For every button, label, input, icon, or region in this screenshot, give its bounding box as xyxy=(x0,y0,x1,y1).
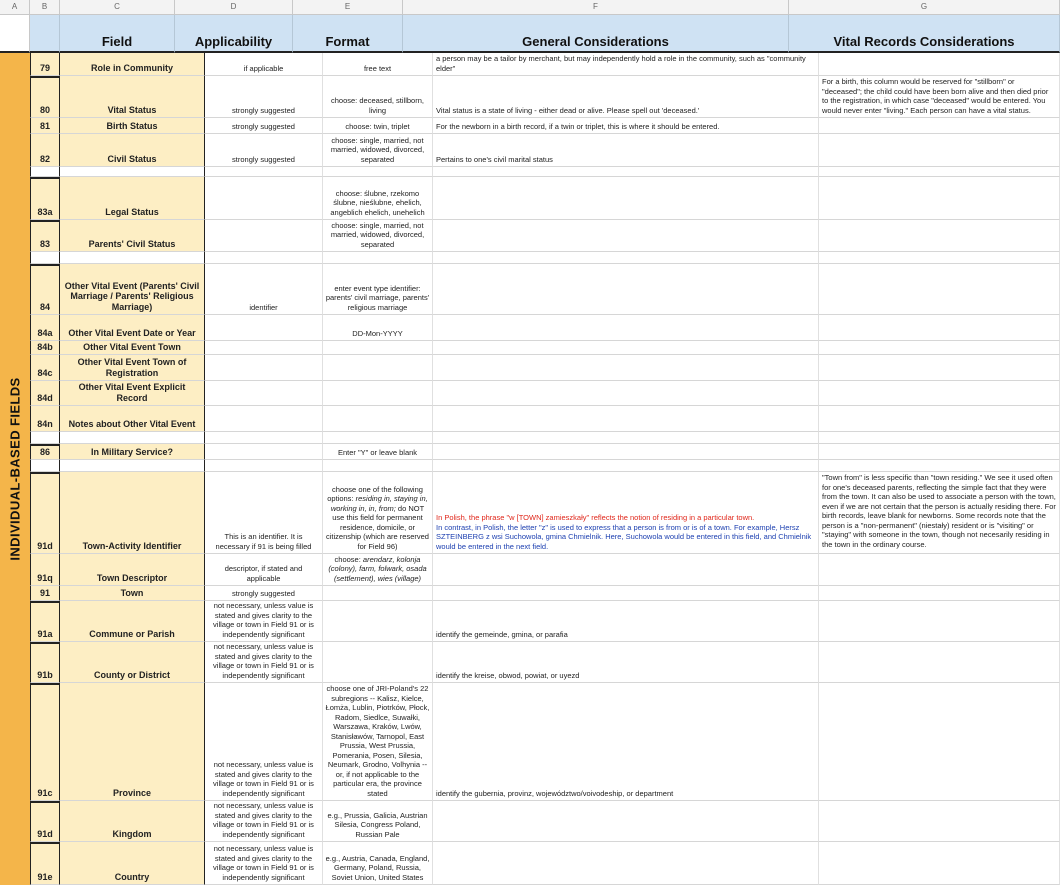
vital-cell[interactable]: "Town from" is less specific than "town residing." We see it used often for one's deceased parents, reflecting the simple fact that they were from the town. It can also be used to associate a person with the town, even if we are not certain that the person is actually residing there. For birth records, leave blank for newborns. Some records note that the person is a "non-permanent" (niestały) resident or is "visiting" or "staying" with someone in the town, though not necesarily residing in the town in the ordinary course. xyxy=(819,472,1060,554)
row-number[interactable] xyxy=(30,460,60,472)
header-blank-b[interactable] xyxy=(30,15,60,53)
general-cell[interactable] xyxy=(433,177,819,220)
vital-cell[interactable] xyxy=(819,252,1060,264)
column-header-g[interactable]: G xyxy=(789,0,1060,14)
vital-cell[interactable] xyxy=(819,642,1060,683)
section-side-label[interactable] xyxy=(0,53,31,885)
column-header-c[interactable]: C xyxy=(60,0,175,14)
field-name[interactable]: Town Descriptor xyxy=(60,554,205,586)
general-cell[interactable] xyxy=(433,220,819,252)
general-cell[interactable] xyxy=(433,801,819,842)
field-name[interactable]: Notes about Other Vital Event xyxy=(60,406,205,432)
general-cell[interactable] xyxy=(433,683,819,801)
field-name[interactable] xyxy=(60,432,205,444)
row-number[interactable] xyxy=(30,252,60,264)
table-row xyxy=(30,642,1060,683)
field-name[interactable]: Other Vital Event Explicit Record xyxy=(60,381,205,406)
general-cell[interactable] xyxy=(433,167,819,177)
spacer-row xyxy=(30,252,1060,264)
vital-cell[interactable] xyxy=(819,842,1060,885)
field-name[interactable]: Kingdom xyxy=(60,801,205,842)
vital-cell[interactable] xyxy=(819,220,1060,252)
spacer-row xyxy=(30,167,1060,177)
general-text: Pertains to one's civil marital status xyxy=(436,154,553,164)
vital-cell[interactable] xyxy=(819,406,1060,432)
general-text xyxy=(436,513,815,551)
applicability-cell[interactable]: strongly suggested xyxy=(205,586,323,601)
applicability-cell[interactable]: not necessary, unless value is stated and gives clarity to the village or town in Field 91 or is independently significant xyxy=(205,601,323,642)
field-name[interactable]: Role in Community xyxy=(60,53,205,76)
general-cell[interactable] xyxy=(433,601,819,642)
format-text xyxy=(325,485,430,552)
format-cell[interactable] xyxy=(323,432,433,444)
header-general-considerations[interactable]: General Considerations xyxy=(403,15,789,53)
field-name[interactable] xyxy=(60,167,205,177)
general-cell[interactable] xyxy=(433,642,819,683)
applicability-cell[interactable]: identifier xyxy=(205,264,323,315)
applicability-cell[interactable] xyxy=(205,444,323,460)
vital-cell[interactable] xyxy=(819,432,1060,444)
vital-cell[interactable] xyxy=(819,683,1060,801)
field-name[interactable]: Province xyxy=(60,683,205,801)
general-cell[interactable] xyxy=(433,472,819,554)
general-cell[interactable] xyxy=(433,432,819,444)
table-row xyxy=(30,554,1060,586)
format-cell[interactable]: choose: ślubne, rzekomo ślubne, nieślubne, ehelich, angeblich ehelich, unehelich xyxy=(323,177,433,220)
format-cell[interactable]: choose: single, married, not married, widowed, divorced, separated xyxy=(323,134,433,167)
applicability-cell[interactable] xyxy=(205,341,323,355)
row-number[interactable]: 83a xyxy=(30,177,60,220)
vital-cell[interactable] xyxy=(819,586,1060,601)
vital-cell[interactable] xyxy=(819,341,1060,355)
general-cell[interactable] xyxy=(433,554,819,586)
format-cell[interactable] xyxy=(323,355,433,381)
vital-cell[interactable] xyxy=(819,177,1060,220)
format-note: do NOT use this field for permanent residence, domicile, or citizenship (which are reserved for Field 96) xyxy=(326,503,429,551)
field-name[interactable]: Commune or Parish xyxy=(60,601,205,642)
general-text: identify the gubernia, provinz, województwo/voivodeship, or department xyxy=(436,788,674,798)
format-cell[interactable]: e.g., Prussia, Galicia, Austrian Silesia, Congress Poland, Russian Pale xyxy=(323,801,433,842)
table-header-row xyxy=(0,15,1060,53)
vital-cell[interactable] xyxy=(819,167,1060,177)
table-row xyxy=(30,683,1060,801)
format-cell[interactable] xyxy=(323,167,433,177)
spacer-row xyxy=(30,460,1060,472)
general-cell[interactable] xyxy=(433,134,819,167)
table-row xyxy=(30,801,1060,842)
table-row xyxy=(30,472,1060,554)
vital-cell[interactable] xyxy=(819,554,1060,586)
table-row xyxy=(30,134,1060,167)
side-label-text: INDIVIDUAL-BASED FIELDS xyxy=(7,377,23,561)
field-name[interactable]: County or District xyxy=(60,642,205,683)
row-number[interactable]: 84 xyxy=(30,264,60,315)
field-name[interactable]: Other Vital Event Town xyxy=(60,341,205,355)
field-name[interactable]: Town-Activity Identifier xyxy=(60,472,205,554)
field-name[interactable]: Parents' Civil Status xyxy=(60,220,205,252)
field-name[interactable]: Civil Status xyxy=(60,134,205,167)
row-number[interactable]: 79 xyxy=(30,53,60,76)
applicability-cell[interactable] xyxy=(205,406,323,432)
format-cell[interactable] xyxy=(323,472,433,554)
format-cell[interactable]: choose: twin, triplet xyxy=(323,118,433,134)
format-lead: choose one of the following options: xyxy=(327,484,423,503)
format-cell[interactable] xyxy=(323,601,433,642)
applicability-cell[interactable] xyxy=(205,381,323,406)
applicability-cell[interactable] xyxy=(205,355,323,381)
table-row xyxy=(30,264,1060,315)
format-cell[interactable]: choose one of JRI-Poland's 22 subregions -- Kalisz, Kielce, Łomża, Lublin, Piotrków, Płock, Radom, Siedlce, Suwałki, Warszawa, Kraków, Lwów, Stanisławów, Tarnopol, East Prussia, West Prussia, Pomerania, Posen, Silesia, Neumark, Grodno, Volhynia -- or, if not applicable to the particular era, the province stated xyxy=(323,683,433,801)
row-number[interactable]: 91e xyxy=(30,842,60,885)
vital-cell[interactable]: For a birth, this column would be reserved for "stillborn" or "deceased"; the child could have been born alive and then died prior to the registration, in which case "deceased" would be entered. You would never enter "living." Each person can have a vital status. xyxy=(819,76,1060,118)
applicability-cell[interactable]: descriptor, if stated and applicable xyxy=(205,554,323,586)
vital-cell[interactable] xyxy=(819,801,1060,842)
row-number[interactable]: 84d xyxy=(30,381,60,406)
row-number[interactable]: 91a xyxy=(30,601,60,642)
general-cell[interactable] xyxy=(433,252,819,264)
row-number[interactable]: 84b xyxy=(30,341,60,355)
format-cell[interactable] xyxy=(323,554,433,586)
table-row xyxy=(30,315,1060,341)
field-name[interactable]: Other Vital Event Town of Registration xyxy=(60,355,205,381)
row-number[interactable]: 91d xyxy=(30,801,60,842)
table-row xyxy=(30,76,1060,118)
row-number[interactable]: 91c xyxy=(30,683,60,801)
vital-cell[interactable] xyxy=(819,118,1060,134)
field-name[interactable]: Birth Status xyxy=(60,118,205,134)
vital-cell[interactable] xyxy=(819,134,1060,167)
format-cell[interactable] xyxy=(323,642,433,683)
row-number[interactable]: 82 xyxy=(30,134,60,167)
general-cell[interactable] xyxy=(433,76,819,118)
vital-cell[interactable] xyxy=(819,381,1060,406)
general-cell[interactable] xyxy=(433,118,819,134)
row-number[interactable]: 84c xyxy=(30,355,60,381)
general-text: Vital status is a state of living - either dead or alive. Please spell out 'deceased.' xyxy=(436,105,700,115)
format-cell[interactable] xyxy=(323,406,433,432)
applicability-cell[interactable] xyxy=(205,167,323,177)
table-row xyxy=(30,586,1060,601)
vital-cell[interactable] xyxy=(819,264,1060,315)
format-cell[interactable]: choose: single, married, not married, widowed, divorced, separated xyxy=(323,220,433,252)
row-number[interactable]: 80 xyxy=(30,76,60,118)
general-cell[interactable] xyxy=(433,264,819,315)
field-name[interactable]: Legal Status xyxy=(60,177,205,220)
row-number[interactable]: 91b xyxy=(30,642,60,683)
table-row xyxy=(30,381,1060,406)
vital-cell[interactable] xyxy=(819,460,1060,472)
row-number[interactable]: 86 xyxy=(30,444,60,460)
table-row xyxy=(30,118,1060,134)
applicability-cell[interactable] xyxy=(205,460,323,472)
general-cell[interactable] xyxy=(433,53,819,76)
table-row xyxy=(30,341,1060,355)
vital-cell[interactable] xyxy=(819,355,1060,381)
format-options: arendarz, kolonja (colony), farm, folwark, osada (settlement), wies (village) xyxy=(328,554,427,583)
column-header-a[interactable]: A xyxy=(0,0,30,14)
applicability-cell[interactable] xyxy=(205,252,323,264)
general-contrast-note: In contrast, in Polish, the letter "z" is used to express that a person is from or is of a town. For example, Hersz SZTEINBERG z wsi Suchowola, gmina Chmielnik. Here, Suchowola would be entered in this field, and Chmielnik would be entered in the next field. xyxy=(436,522,812,551)
column-header-f[interactable]: F xyxy=(403,0,789,14)
header-format[interactable]: Format xyxy=(293,15,403,53)
applicability-cell[interactable] xyxy=(205,177,323,220)
general-cell[interactable] xyxy=(433,406,819,432)
column-header-d[interactable]: D xyxy=(175,0,293,14)
format-options: residing in, staying in, working in, in, from; xyxy=(330,494,428,513)
row-number[interactable] xyxy=(30,167,60,177)
vital-cell[interactable] xyxy=(819,53,1060,76)
format-cell[interactable]: e.g., Austria, Canada, England, Germany, Poland, Russia, Soviet Union, United States xyxy=(323,842,433,885)
row-number[interactable]: 84a xyxy=(30,315,60,341)
field-name[interactable]: Other Vital Event Date or Year xyxy=(60,315,205,341)
format-cell[interactable]: DD-Mon-YYYY xyxy=(323,315,433,341)
field-name[interactable] xyxy=(60,460,205,472)
format-cell[interactable] xyxy=(323,586,433,601)
general-cell[interactable] xyxy=(433,355,819,381)
general-cell[interactable] xyxy=(433,341,819,355)
general-text: For the newborn in a birth record, if a twin or triplet, this is where it should be entered. xyxy=(436,121,720,131)
general-cell[interactable] xyxy=(433,444,819,460)
column-header-b[interactable]: B xyxy=(30,0,60,14)
row-number[interactable]: 91q xyxy=(30,554,60,586)
header-vital-records-considerations[interactable]: Vital Records Considerations xyxy=(789,15,1060,53)
general-text: a person may be a tailor by merchant, but may independently hold a role in the community, such as "community elder" xyxy=(436,54,806,73)
applicability-cell[interactable] xyxy=(205,432,323,444)
applicability-cell[interactable]: not necessary, unless value is stated and gives clarity to the village or town in Field 91 or is independently significant xyxy=(205,642,323,683)
table-row xyxy=(30,842,1060,885)
format-cell[interactable] xyxy=(323,252,433,264)
row-number[interactable]: 81 xyxy=(30,118,60,134)
vital-cell[interactable] xyxy=(819,315,1060,341)
field-name[interactable]: Town xyxy=(60,586,205,601)
column-letter-bar xyxy=(0,0,1060,15)
applicability-cell[interactable]: not necessary, unless value is stated and gives clarity to the village or town in Field 91 or is independently significant xyxy=(205,842,323,885)
applicability-cell[interactable]: not necessary, unless value is stated and gives clarity to the village or town in Field 91 or is independently significant xyxy=(205,801,323,842)
general-cell[interactable] xyxy=(433,842,819,885)
field-name[interactable] xyxy=(60,252,205,264)
general-cell[interactable] xyxy=(433,381,819,406)
row-number[interactable]: 91d xyxy=(30,472,60,554)
row-number[interactable] xyxy=(30,432,60,444)
table-row xyxy=(30,444,1060,460)
format-cell[interactable]: enter event type identifier: parents' civil marriage, parents' religious marriage xyxy=(323,264,433,315)
format-cell[interactable] xyxy=(323,460,433,472)
table-row xyxy=(30,177,1060,220)
vital-cell[interactable] xyxy=(819,601,1060,642)
field-name[interactable]: In Military Service? xyxy=(60,444,205,460)
field-name[interactable]: Country xyxy=(60,842,205,885)
general-cell[interactable] xyxy=(433,586,819,601)
row-number[interactable]: 84n xyxy=(30,406,60,432)
applicability-cell[interactable] xyxy=(205,315,323,341)
table-row xyxy=(30,355,1060,381)
table-row xyxy=(30,406,1060,432)
format-cell[interactable] xyxy=(323,381,433,406)
header-field[interactable]: Field xyxy=(60,15,175,53)
format-text xyxy=(325,555,430,584)
column-header-e[interactable]: E xyxy=(293,0,403,14)
format-cell[interactable] xyxy=(323,341,433,355)
row-number[interactable]: 91 xyxy=(30,586,60,601)
row-number[interactable]: 83 xyxy=(30,220,60,252)
table-row xyxy=(30,53,1060,76)
general-cell[interactable] xyxy=(433,460,819,472)
general-cell[interactable] xyxy=(433,315,819,341)
general-text: identify the kreise, obwod, powiat, or uyezd xyxy=(436,670,580,680)
applicability-cell[interactable]: strongly suggested xyxy=(205,118,323,134)
vital-cell[interactable] xyxy=(819,444,1060,460)
applicability-cell[interactable]: strongly suggested xyxy=(205,134,323,167)
spacer-row xyxy=(30,432,1060,444)
general-polish-phrase-note: In Polish, the phrase "w [TOWN] zamieszkały" reflects the notion of residing in a particular town. xyxy=(436,513,755,522)
table-row xyxy=(30,220,1060,252)
applicability-cell[interactable]: This is an identifier. It is necessary if 91 is being filled xyxy=(205,472,323,554)
table-row xyxy=(30,601,1060,642)
format-cell[interactable]: Enter "Y" or leave blank xyxy=(323,444,433,460)
format-cell[interactable]: choose: deceased, stillborn, living xyxy=(323,76,433,118)
applicability-cell[interactable]: strongly suggested xyxy=(205,76,323,118)
applicability-cell[interactable]: if applicable xyxy=(205,53,323,76)
applicability-cell[interactable]: not necessary, unless value is stated and gives clarity to the village or town in Field 91 or is independently significant xyxy=(205,683,323,801)
format-lead: choose: xyxy=(334,554,363,564)
header-applicability[interactable]: Applicability xyxy=(175,15,293,53)
field-name[interactable]: Other Vital Event (Parents' Civil Marriage / Parents' Religious Marriage) xyxy=(60,264,205,315)
applicability-cell[interactable] xyxy=(205,220,323,252)
format-cell[interactable]: free text xyxy=(323,53,433,76)
header-blank-a[interactable] xyxy=(0,15,30,53)
field-name[interactable]: Vital Status xyxy=(60,76,205,118)
general-text: identify the gemeinde, gmina, or parafia xyxy=(436,629,568,639)
